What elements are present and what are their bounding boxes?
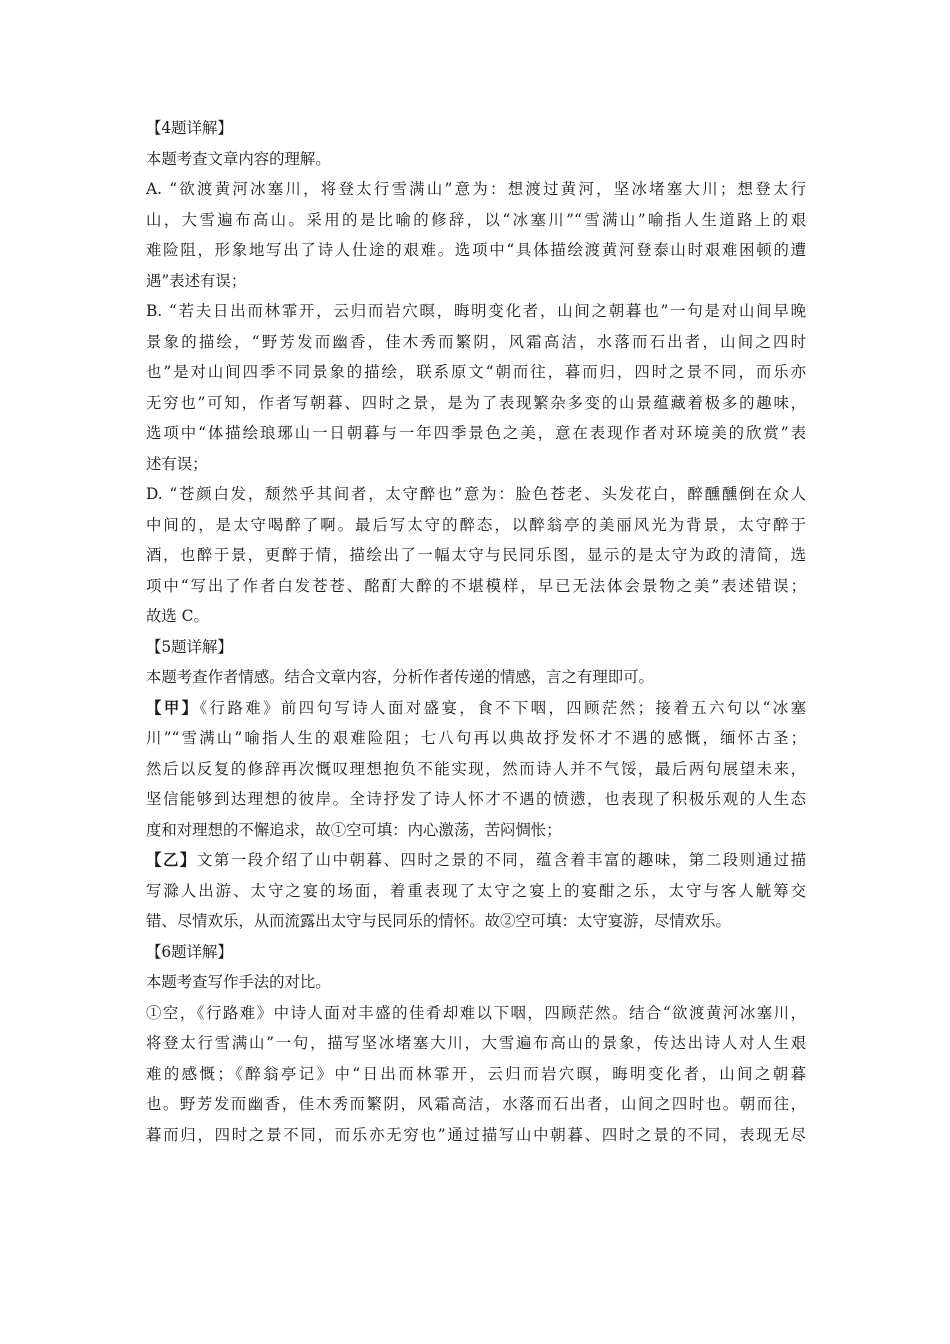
section-heading: 【4题详解】 bbox=[146, 119, 233, 137]
paragraph-line: 无穷也”可知，作者写朝暮、四时之景，是为了表现繁杂多变的山景蕴藏着极多的趣味， bbox=[146, 393, 806, 412]
paragraph-line: 将登太行雪满山”一句，描写坚冰堵塞大川，大雪遍布高山的景象，传达出诗人对人生艰 bbox=[146, 1034, 806, 1052]
paragraph-line: 选项中“体描绘琅琊山一日朝暮与一年四季景色之美，意在表现作者对环境美的欣赏”表 bbox=[146, 424, 806, 442]
paragraph-text: 《行路难》前四句写诗人面对盛宴，食不下咽，四顾茫然；接着五六句以“冰塞 bbox=[199, 698, 806, 717]
paragraph-line: 错、尽情欢乐，从而流露出太守与民同乐的情怀。故②空可填：太守宴游，尽情欢乐。 bbox=[146, 912, 731, 930]
paragraph-line: 坚信能够到达理想的彼岸。全诗抒发了诗人怀才不遇的愤懑，也表现了积极乐观的人生态 bbox=[146, 790, 806, 808]
section-intro: 本题考查作者情感。结合文章内容，分析作者传递的情感，言之有理即可。 bbox=[146, 668, 654, 686]
paragraph-text: 文第一段介绍了山中朝暮、四时之景的不同，蕴含着丰富的趣味，第二段则通过描 bbox=[196, 851, 806, 869]
paragraph-line: 也。野芳发而幽香，佳木秀而繁阴，风霜高洁，水落而石出者，山间之四时也。朝而往， bbox=[146, 1095, 806, 1113]
paragraph-line: 也”是对山间四季不同景象的描绘，联系原文“朝而往，暮而归，四时之景不同，而乐亦 bbox=[146, 363, 806, 381]
paragraph-line: 然后以反复的修辞再次慨叹理想抱负不能实现，然而诗人并不气馁，最后两句展望未来， bbox=[146, 759, 806, 778]
paragraph-label: 【甲】 bbox=[146, 698, 200, 717]
document-page bbox=[146, 113, 806, 1150]
section-heading: 【6题详解】 bbox=[146, 942, 233, 961]
paragraph-line: 暮而归，四时之景不同，而乐亦无穷也”通过描写山中朝暮、四时之景的不同，表现无尽 bbox=[146, 1125, 806, 1144]
paragraph-line: 酒，也醉于景，更醉于情，描绘出了一幅太守与民同乐图，显示的是太守为政的清简，选 bbox=[146, 546, 806, 564]
paragraph-line: 难险阻，形象地写出了诗人仕途的艰难。选项中“具体描绘渡黄河登泰山时艰难困顿的遭 bbox=[146, 241, 806, 259]
paragraph-line: D. “苍颜白发，颓然乎其间者，太守醉也”意为：脸色苍老、头发花白，醉醺醺倒在众人 bbox=[146, 485, 806, 503]
paragraph-line: 川”“雪满山”喻指人生的艰难险阻；七八句再以典故抒发怀才不遇的感慨，缅怀古圣； bbox=[146, 729, 806, 747]
paragraph-line: B. “若夫日出而林霏开，云归而岩穴暝，晦明变化者，山间之朝暮也”一句是对山间早晚 bbox=[146, 302, 806, 320]
paragraph-line: 遇”表述有误； bbox=[146, 271, 247, 290]
paragraph-line: ①空，《行路难》中诗人面对丰盛的佳肴却难以下咽，四顾茫然。结合“欲渡黄河冰塞川， bbox=[146, 1003, 806, 1022]
paragraph-line: 写滁人出游、太守之宴的场面，着重表现了太守之宴上的宴酣之乐，太守与客人觥筹交 bbox=[146, 881, 806, 900]
paragraph-line: 故选 C。 bbox=[146, 607, 209, 625]
paragraph-line: 述有误； bbox=[146, 454, 208, 473]
paragraph-line: 项中“写出了作者白发苍苍、酩酊大醉的不堪模样，早已无法体会景物之美”表述错误； bbox=[146, 576, 806, 595]
section-intro: 本题考查文章内容的理解。 bbox=[146, 149, 331, 168]
paragraph-line: 中间的，是太守喝醉了啊。最后写太守的醉态，以醉翁亭的美丽风光为背景，太守醉于 bbox=[146, 515, 806, 534]
paragraph-line: 山，大雪遍布高山。采用的是比喻的修辞，以“冰塞川”“雪满山”喻指人生道路上的艰 bbox=[146, 210, 806, 229]
paragraph-line: 景象的描绘，“野芳发而幽香，佳木秀而繁阴，风霜高洁，水落而石出者，山间之四时 bbox=[146, 332, 806, 351]
paragraph-line: 度和对理想的不懈追求，故①空可填：内心激荡，苦闷惆怅； bbox=[146, 820, 562, 839]
section-intro: 本题考查写作手法的对比。 bbox=[146, 973, 331, 991]
paragraph-line bbox=[146, 693, 806, 724]
paragraph-line bbox=[146, 845, 806, 876]
paragraph-label: 【乙】 bbox=[146, 851, 197, 869]
paragraph-line: A. “欲渡黄河冰塞川，将登太行雪满山”意为：想渡过黄河，坚冰堵塞大川；想登太行 bbox=[146, 180, 806, 198]
paragraph-line: 难的感慨；《醉翁亭记》中“日出而林霏开，云归而岩穴暝，晦明变化者，山间之朝暮 bbox=[146, 1064, 806, 1083]
section-heading: 【5题详解】 bbox=[146, 637, 233, 656]
